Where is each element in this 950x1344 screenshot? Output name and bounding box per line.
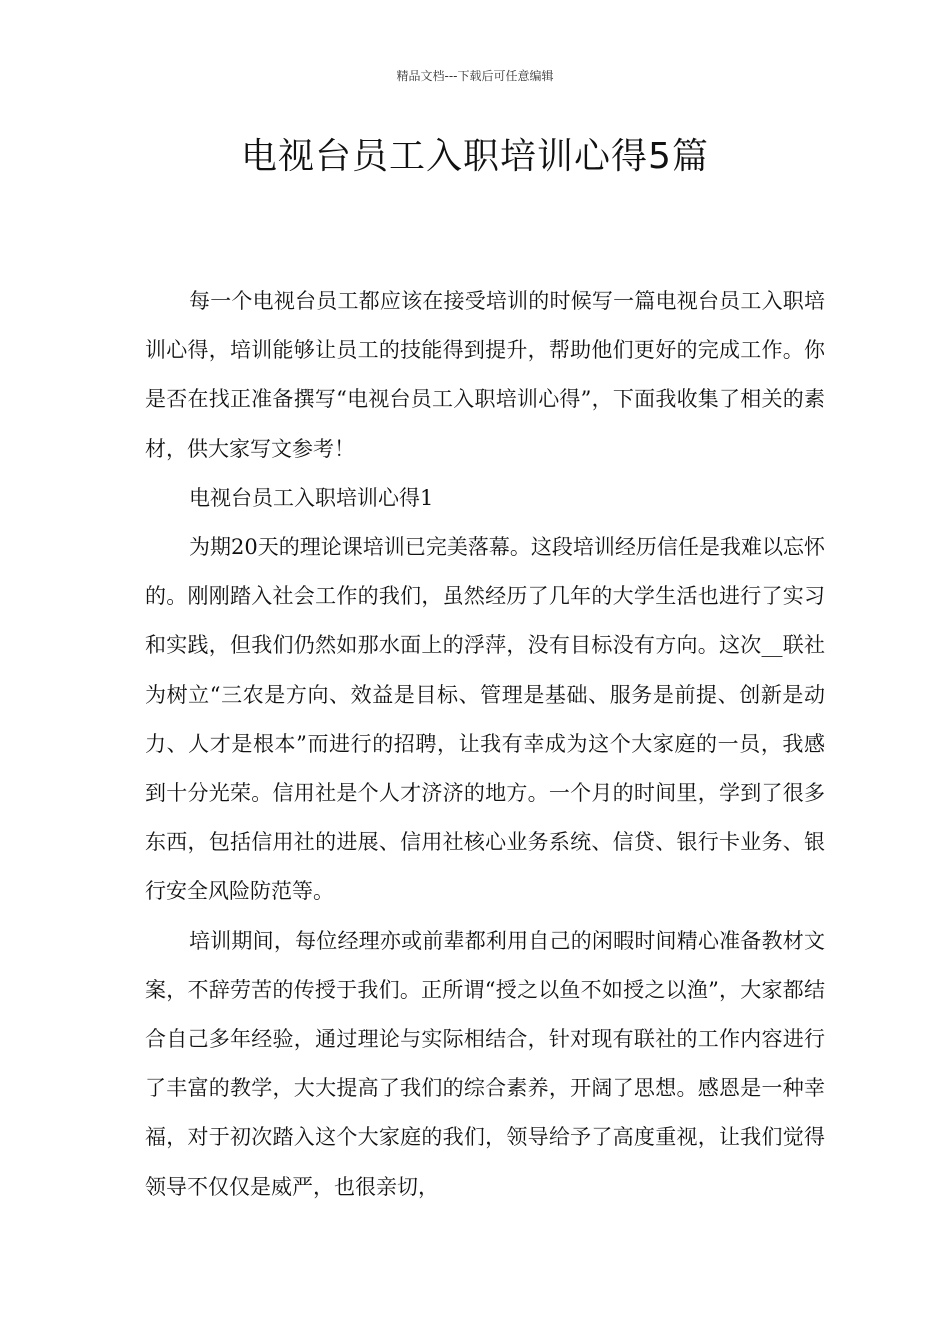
body-paragraph: 为期20天的理论课培训已完美落幕。这段培训经历信任是我难以忘怀的。刚刚踏入社会工作的我们，虽然经历了几年的大学生活也进行了实习和实践，但我们仍然如那水面上的浮萍，没有目标没有方向。这次__联社为树立“三农是方向、效益是目标、管理是基础、服务是前提、创新是动力、人才是根本”而进行的招聘，让我有幸成为这个大家庭的一员，我感到十分光荣。信用社是个人才济济的地方。一个月的时间里，学到了很多东西，包括信用社的进展、信用社核心业务系统、信贷、银行卡业务、银行安全风险防范等。 <box>145 535 825 904</box>
body-paragraph: 培训期间，每位经理亦或前辈都利用自己的闲暇时间精心准备教材文案，不辞劳苦的传授于我们。正所谓“授之以鱼不如授之以渔”，大家都结合自己多年经验，通过理论与实际相结合，针对现有联社的工作内容进行了丰富的教学，大大提高了我们的综合素养，开阔了思想。感恩是一种幸福，对于初次踏入这个大家庭的我们，领导给予了高度重视，让我们觉得领导不仅仅是威严，也很亲切， <box>145 928 825 1199</box>
header-note: 精品文档---下载后可任意编辑 <box>396 69 554 83</box>
intro-paragraph: 每一个电视台员工都应该在接受培训的时候写一篇电视台员工入职培训心得，培训能够让员工的技能得到提升，帮助他们更好的完成工作。你是否在找正准备撰写“电视台员工入职培训心得”，下面我收集了相关的素材，供大家写文参考！ <box>145 289 825 461</box>
section-heading: 电视台员工入职培训心得1 <box>189 485 434 510</box>
document-title: 电视台员工入职培训心得5篇 <box>241 136 709 177</box>
document-body <box>145 277 825 1212</box>
